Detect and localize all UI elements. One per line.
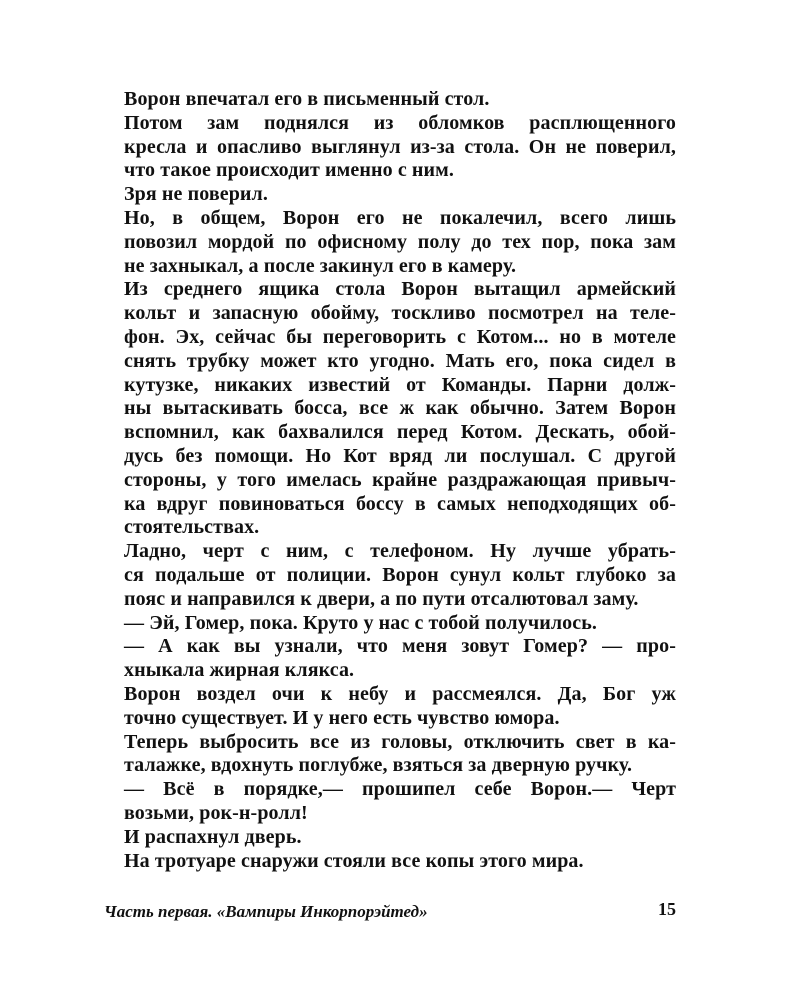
text-line: Но, в общем, Ворон его не покалечил, всего лишь [124, 206, 676, 229]
text-line: Зря не поверил. [124, 183, 268, 206]
text-line: что такое происходит именно с ним. [124, 159, 454, 182]
text-line: — А как вы узнали, что меня зовут Гомер? — про- [124, 635, 676, 658]
text-line: ны вытаскивать босса, все ж как обычно. Затем Ворон [124, 397, 676, 420]
page-body-text [124, 88, 676, 873]
text-line: Ворон впечатал его в письменный стол. [124, 88, 490, 110]
page-number: 15 [658, 899, 676, 919]
text-line: Ладно, черт с ним, с телефоном. Ну лучше убрать- [124, 540, 676, 563]
text-line: хныкала жирная клякса. [124, 659, 355, 682]
text-line: ка вдруг повиноваться боссу в самых неподходящих об- [124, 492, 676, 515]
text-line: талажке, вдохнуть поглубже, взяться за дверную ручку. [124, 754, 633, 777]
text-line: возьми, рок-н-ролл! [124, 801, 308, 824]
text-line: Теперь выбросить все из головы, отключить свет в ка- [124, 730, 676, 753]
running-footer-title: Часть первая. «Вампиры Инкорпорэйтед» [104, 902, 428, 921]
text-line: кресла и опасливо выглянул из-за стола. Он не поверил, [124, 135, 676, 158]
text-line: — Эй, Гомер, пока. Круто у нас с тобой получилось. [124, 611, 598, 634]
text-line: Из среднего ящика стола Ворон вытащил армейский [124, 278, 676, 301]
text-line: вспомнил, как бахвалился перед Котом. Дескать, обой- [124, 421, 676, 444]
text-line: Потом зам поднялся из обломков расплющенного [124, 111, 676, 134]
text-line: дусь без помощи. Но Кот вряд ли послушал. С другой [124, 444, 676, 467]
text-line: кольт и запасную обойму, тоскливо посмотрел на теле- [124, 302, 676, 325]
text-line: ся подальше от полиции. Ворон сунул кольт глубоко за [124, 563, 676, 586]
text-line: кутузке, никаких известий от Команды. Парни долж- [124, 373, 676, 396]
text-line: — Всё в порядке,— прошипел себе Ворон.— Черт [124, 778, 676, 801]
text-line: пояс и направился к двери, а по пути отсалютовал заму. [124, 587, 639, 610]
text-line: не захныкал, а после закинул его в камеру. [124, 254, 517, 277]
text-line: снять трубку может кто угодно. Мать его, пока сидел в [124, 349, 676, 372]
text-line: точно существует. И у него есть чувство юмора. [124, 706, 560, 729]
text-line: стоятельствах. [124, 516, 260, 539]
text-line: Ворон воздел очи к небу и рассмеялся. Да, Бог уж [124, 682, 676, 705]
text-line: стороны, у того имелась крайне раздражающая привыч- [124, 468, 676, 491]
text-line: На тротуаре снаружи стояли все копы этого мира. [124, 849, 584, 872]
text-line: И распахнул дверь. [124, 825, 302, 848]
text-line: повозил мордой по офисному полу до тех пор, пока зам [124, 230, 676, 253]
text-line: фон. Эх, сейчас бы переговорить с Котом... но в мотеле [124, 325, 676, 348]
